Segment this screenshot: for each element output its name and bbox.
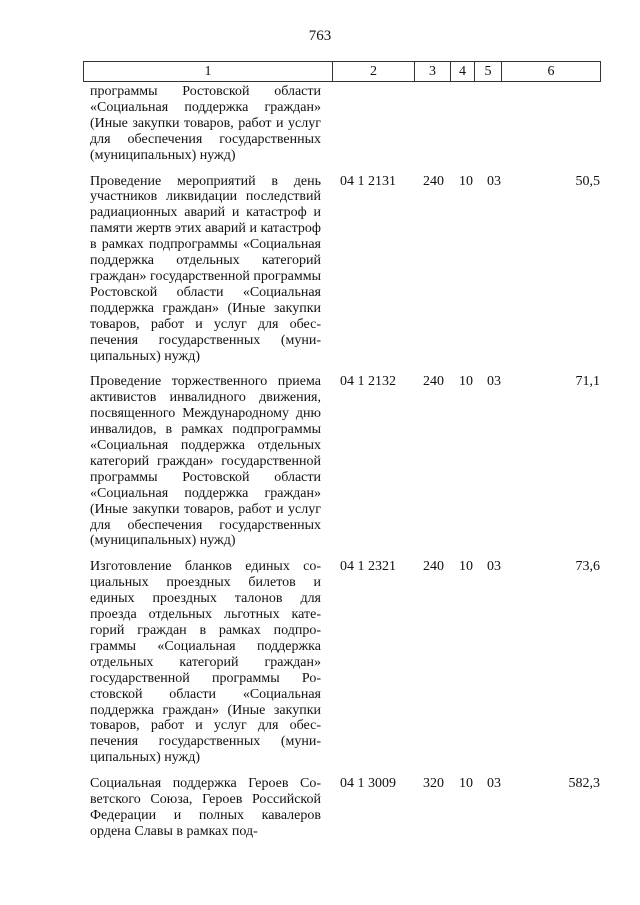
row-code: 04 1 3009 <box>340 776 396 792</box>
row-description: Социальная поддержка Героев Советского Союза, Героев Российской Федерации и полных кавалеров ордена Славы в рамках под- <box>90 776 321 839</box>
table-row <box>90 374 600 549</box>
table-body <box>90 84 600 850</box>
row-rz: 10 <box>459 374 473 390</box>
header-col-6: 6 <box>547 64 555 79</box>
row-pr: 03 <box>487 776 501 792</box>
row-pr: 03 <box>487 374 501 390</box>
row-code: 04 1 2131 <box>340 173 396 189</box>
header-col-5: 5 <box>475 62 502 81</box>
row-rz: 10 <box>459 173 473 189</box>
row-sum: 50,5 <box>575 173 600 189</box>
row-vr: 240 <box>423 374 444 390</box>
row-code: 04 1 2132 <box>340 374 396 390</box>
header-col-2: 2 <box>333 62 415 81</box>
page-number: 763 <box>308 28 332 44</box>
row-rz: 10 <box>459 776 473 792</box>
table-row <box>90 776 600 840</box>
header-col-1: 1 <box>84 62 333 81</box>
row-vr: 320 <box>423 776 444 792</box>
table-row <box>90 559 600 766</box>
row-vr: 240 <box>423 173 444 189</box>
row-description: программы Ростовской области «Социальная поддержка граждан» (Иные закупки товаров, работ и услуг для обеспечения государственных (муниципальных) нужд) <box>90 84 321 163</box>
row-sum: 73,6 <box>575 559 600 575</box>
row-pr: 03 <box>487 559 501 575</box>
row-description: Проведение торжественного приема активистов инвалидного движения, посвященного Международному дню инвалидов, в рамках подпрограммы «Социальная поддержка отдельных категорий граждан» государственной программы Ростовской области «Социальная поддержка граждан» (Иные закупки товаров, работ и услуг для обеспечения государственных (муниципальных) нужд) <box>90 374 321 549</box>
row-pr: 03 <box>487 173 501 189</box>
header-col-4: 4 <box>451 62 475 81</box>
row-description: Изготовление бланков единых социальных проездных билетов и единых проездных талонов для проезда отдельных льготных категорий граждан в рамках подпрограммы «Социальная поддержка отдельных категорий граждан» государственной программы Ростовской области «Социальная поддержка граждан» (Иные закупки товаров, работ и услуг для обеспечения государственных (муниципальных) нужд) <box>90 559 321 766</box>
table-row <box>90 174 600 365</box>
table-row <box>90 84 600 164</box>
table-header <box>83 61 601 82</box>
row-sum: 582,3 <box>568 776 600 792</box>
row-sum: 71,1 <box>575 374 600 390</box>
row-vr: 240 <box>423 559 444 575</box>
row-rz: 10 <box>459 559 473 575</box>
row-description: Проведение мероприятий в день участников ликвидации последствий радиационных аварий и катастроф и памяти жертв этих аварий и катастроф в рамках подпрограммы «Социальная поддержка отдельных категорий граждан» государственной программы Ростовской области «Социальная поддержка граждан» (Иные закупки товаров, работ и услуг для обеспечения государственных (муниципальных) нужд) <box>90 173 321 364</box>
row-code: 04 1 2321 <box>340 559 396 575</box>
header-col-3: 3 <box>415 62 451 81</box>
